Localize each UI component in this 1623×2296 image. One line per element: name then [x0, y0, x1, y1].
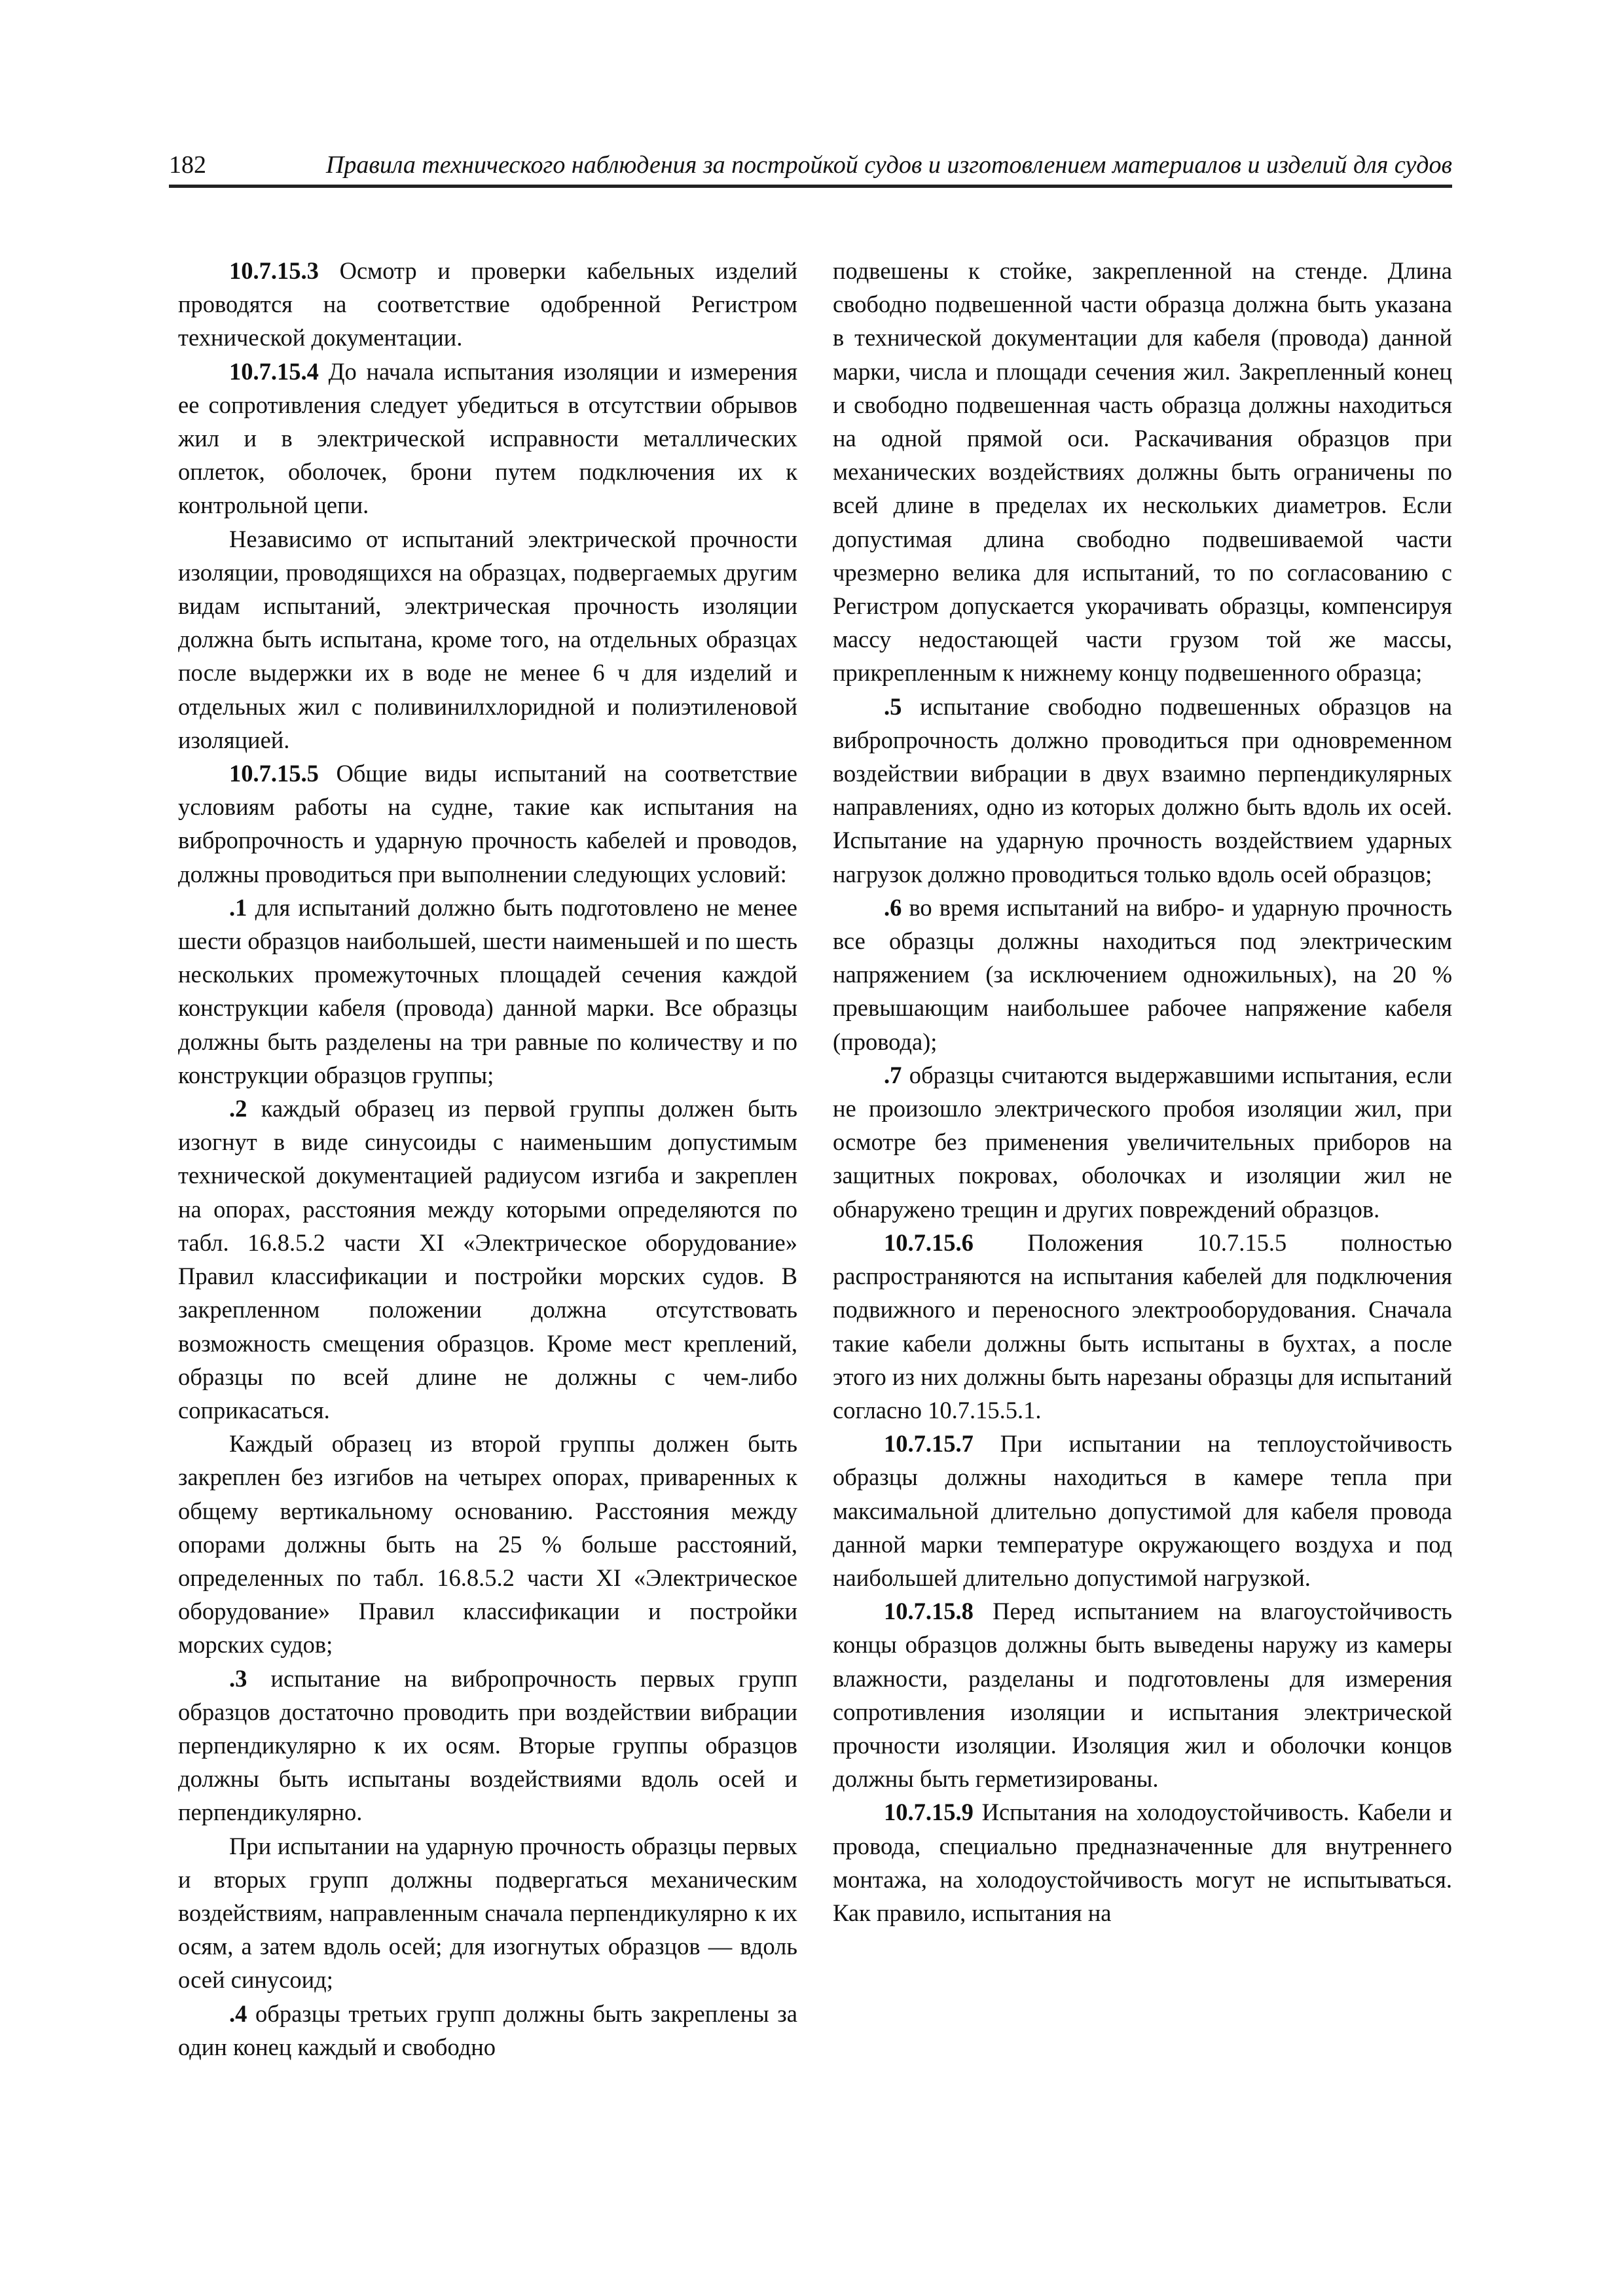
paragraph [178, 1427, 797, 1661]
paragraph [833, 891, 1452, 1058]
clause-number: .5 [884, 692, 902, 720]
paragraph-text: испытание свободно подвешенных образцов на вибропрочность должно проводиться при одновременном воздействии вибрации в двух взаимно перпендикулярных направлениях, одно из которых должно быть вдоль их осей. Испытание на ударную прочность воздействием ударных нагрузок должно проводиться только вдоль осей образцов; [833, 692, 1452, 888]
paragraph-text: каждый образец из первой группы должен быть изогнут в виде синусоиды с наименьшим допустимым технической документацией радиусом изгиба и закреплен на опорах, расстояния между которыми определяются по табл. 16.8.5.2 части XI «Электрическое оборудование» Правил классификации и постройки морских судов. В закрепленном положении должна отсутствовать возможность смещения образцов. Кроме мест креплений, образцы по всей длине не должны с чем-либо соприкасаться. [178, 1095, 797, 1424]
paragraph [833, 1795, 1452, 1929]
paragraph [178, 1829, 797, 1997]
clause-number: 10.7.15.8 [884, 1598, 974, 1625]
left-column [178, 254, 797, 2064]
paragraph-text: во время испытаний на вибро- и ударную прочность все образцы должны находиться под электрическим напряжением (за исключением одножильных), на 20 % превышающим наибольшее рабочее напряжение кабеля (провода); [833, 893, 1452, 1055]
clause-number: 10.7.15.4 [229, 357, 319, 385]
clause-number: 10.7.15.5 [229, 760, 319, 787]
paragraph-text: испытание на вибропрочность первых групп образцов достаточно проводить при воздействии вибрации перпендикулярно к их осям. Вторые группы образцов должны быть испытаны воздействиями вдоль осей и перпендикулярно. [178, 1664, 797, 1826]
clause-number: 10.7.15.7 [884, 1430, 974, 1458]
paragraph [178, 1092, 797, 1427]
paragraph [178, 355, 797, 522]
clause-number: .4 [229, 2000, 247, 2027]
running-title: Правила технического наблюдения за постройкой судов и изготовлением материалов и изделий для судов [325, 151, 1452, 179]
paragraph [178, 254, 797, 355]
paragraph-text: Перед испытанием на влагоустойчивость концы образцов должны быть выведены наружу из камеры влажности, разделаны и подготовлены для измерения сопротивления изоляции и испытания электрической прочности изоляции. Изоляция жил и оболочки концов должны быть герметизированы. [833, 1598, 1452, 1793]
right-column [833, 254, 1452, 1929]
paragraph [833, 1058, 1452, 1226]
paragraph-text: для испытаний должно быть подготовлено не менее шести образцов наибольшей, шести наименьшей и по шесть нескольких промежуточных площадей сечения каждой конструкции кабеля (провода) данной марки. Все образцы должны быть разделены на три равные по количеству и по конструкции образцов группы; [178, 893, 797, 1088]
paragraph [178, 891, 797, 1092]
clause-number: .7 [884, 1061, 902, 1088]
paragraph-text: образцы считаются выдержавшими испытания, если не произошло электрического пробоя изоляции жил, при осмотре без применения увеличительных приборов на защитных покровах, оболочках и изоляции жил не обнаружено трещин и других повреждений образцов. [833, 1061, 1452, 1223]
paragraph [833, 1594, 1452, 1795]
clause-number: 10.7.15.6 [884, 1229, 974, 1256]
page-number: 182 [169, 151, 206, 179]
clause-number: .2 [229, 1095, 247, 1122]
clause-number: 10.7.15.9 [884, 1799, 974, 1826]
paragraph-text: Общие виды испытаний на соответствие условиям работы на судне, такие как испытания на вибропрочность и ударную прочность кабелей и проводов, должны проводиться при выполнении следующих условий: [178, 760, 797, 888]
paragraph [833, 254, 1452, 690]
paragraph-text: подвешены к стойке, закрепленной на стенде. Длина свободно подвешенной части образца должна быть указана в технической документации для кабеля (провода) данной марки, числа и площади сечения жил. Закрепленный конец и свободно подвешенная часть образца должны находиться на одной прямой оси. Раскачивания образцов при механических воздействиях должны быть ограничены по всей длине в пределах их нескольких диаметров. Если допустимая длина свободно подвешиваемой части чрезмерно велика для испытаний, то по согласованию с Регистром допускается укорачивать образцы, компенсируя массу недостающей части грузом той же массы, прикрепленным к нижнему концу подвешенного образца; [833, 257, 1452, 687]
paragraph-text: Осмотр и проверки кабельных изделий проводятся на соответствие одобренной Регистром технической документации. [178, 257, 797, 351]
paragraph-text: При испытании на ударную прочность образцы первых и вторых групп должны подвергаться механическим воздействиям, направленным сначала перпендикулярно к их осям, а затем вдоль осей; для изогнутых образцов — вдоль осей синусоид; [178, 1832, 797, 1994]
clause-number: 10.7.15.3 [229, 257, 319, 284]
paragraph-text: образцы третьих групп должны быть закреплены за один конец каждый и свободно [178, 2000, 797, 2060]
paragraph-text: Независимо от испытаний электрической прочности изоляции, проводящихся на образцах, подвергаемых другим видам испытаний, электрическая прочность изоляции должна быть испытана, кроме того, на отдельных образцах после выдержки их в воде не менее 6 ч для изделий и отдельных жил с поливинилхлоридной и полиэтиленовой изоляцией. [178, 525, 797, 753]
paragraph [833, 690, 1452, 891]
clause-number: .1 [229, 893, 247, 921]
paragraph [178, 757, 797, 891]
paragraph-text: При испытании на теплоустойчивость образцы должны находиться в камере тепла при максимальной длительно допустимой для кабеля провода данной марки температуре окружающего воздуха и под наибольшей длительно допустимой нагрузкой. [833, 1430, 1452, 1591]
paragraph-text: Каждый образец из второй группы должен быть закреплен без изгибов на четырех опорах, приваренных к общему вертикальному основанию. Расстояния между опорами должны быть на 25 % больше расстояний, определенных по табл. 16.8.5.2 части XI «Электрическое оборудование» Правил классификации и постройки морских судов; [178, 1430, 797, 1659]
clause-number: .3 [229, 1664, 247, 1692]
paragraph-text: Испытания на холодоустойчивость. Кабели и провода, специально предназначенные для внутреннего монтажа, на холодоустойчивость могут не испытываться. Как правило, испытания на [833, 1799, 1452, 1926]
paragraph [178, 522, 797, 757]
clause-number: .6 [884, 893, 902, 921]
paragraph [833, 1226, 1452, 1427]
paragraph [833, 1427, 1452, 1594]
paragraph [178, 1997, 797, 2064]
paragraph-text: Положения 10.7.15.5 полностью распространяются на испытания кабелей для подключения подвижного и переносного электрооборудования. Сначала такие кабели должны быть испытаны в бухтах, а после этого из них должны быть нарезаны образцы для испытаний согласно 10.7.15.5.1. [833, 1229, 1452, 1424]
page-header [169, 140, 1452, 179]
header-rule [169, 185, 1452, 188]
paragraph [178, 1662, 797, 1829]
paragraph-text: До начала испытания изоляции и измерения ее сопротивления следует убедиться в отсутствии обрывов жил и в электрической исправности металлических оплеток, оболочек, брони путем подключения их к контрольной цепи. [178, 357, 797, 519]
